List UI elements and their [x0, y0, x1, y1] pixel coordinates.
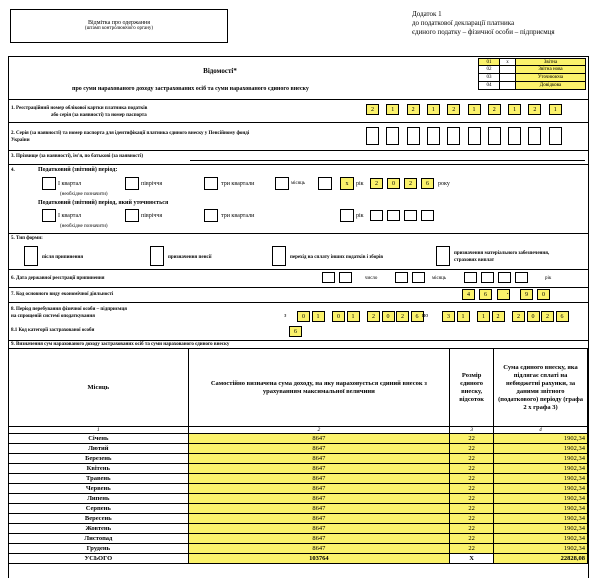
sum-cell[interactable]: 1902,34 — [494, 514, 588, 524]
sec1-digit[interactable]: 2 — [488, 104, 501, 115]
opt3-checkbox[interactable] — [272, 246, 286, 266]
sec3-name-line[interactable] — [190, 160, 585, 161]
income-cell[interactable]: 8647 — [188, 464, 450, 474]
sec2-box[interactable] — [366, 127, 379, 145]
month-label: місяць — [291, 181, 306, 186]
halfb-label: півріччя — [141, 213, 163, 219]
table-row — [9, 464, 588, 474]
sec1-digit[interactable]: 1 — [549, 104, 562, 115]
sec8-from-digit[interactable]: 0 — [297, 311, 310, 322]
sec7-digit[interactable]: 4 — [462, 289, 475, 300]
sum-cell[interactable]: 1902,34 — [494, 504, 588, 514]
sec4-num: 4. — [11, 168, 15, 173]
sec8-to-digit[interactable]: 2 — [541, 311, 554, 322]
total-label: УСЬОГО — [9, 554, 189, 564]
sec7-label: 7. Код основного виду економічної діяльності — [11, 292, 114, 297]
sec8-to-digit[interactable]: 0 — [527, 311, 540, 322]
total-rate: Х — [450, 554, 494, 564]
status-row — [478, 82, 586, 90]
table-row — [9, 524, 588, 534]
sec8-to-digit[interactable]: 2 — [512, 311, 525, 322]
month-cell: Серпень — [9, 504, 189, 514]
sec4-period-label: Податковий (звітний) період: — [38, 167, 118, 173]
half-label: півріччя — [141, 181, 163, 187]
sum-cell[interactable]: 1902,34 — [494, 444, 588, 454]
sec1-digit[interactable]: 1 — [427, 104, 440, 115]
rate-cell[interactable]: 22 — [450, 534, 494, 544]
table-row — [9, 444, 588, 454]
sec1-digit[interactable]: 1 — [468, 104, 481, 115]
yearb-digit[interactable] — [404, 210, 417, 221]
income-cell[interactable]: 8647 — [188, 514, 450, 524]
sec2-label — [11, 130, 351, 144]
rate-cell[interactable]: 22 — [450, 434, 494, 444]
q1-label: І квартал — [58, 181, 82, 187]
sec6-month-1[interactable] — [395, 272, 408, 283]
income-table — [8, 348, 588, 564]
q1b-note: (необхідне позначити) — [60, 224, 108, 229]
sum-cell[interactable]: 1902,34 — [494, 464, 588, 474]
status-code: 01 — [478, 58, 500, 66]
month-checkbox[interactable] — [275, 177, 289, 190]
sec1-digit[interactable]: 2 — [447, 104, 460, 115]
year-digit[interactable]: 0 — [387, 178, 400, 189]
income-cell[interactable]: 8647 — [188, 454, 450, 464]
sec2-box[interactable] — [508, 127, 521, 145]
month-cell: Червень — [9, 484, 189, 494]
sec1-digit[interactable]: 2 — [407, 104, 420, 115]
sec1-label-line1: 1. Реєстраційний номер облікової картки платника податків — [11, 106, 148, 111]
yearb-digit[interactable] — [370, 210, 383, 221]
yearb-label: рік — [356, 213, 364, 219]
month-cell: Липень — [9, 494, 189, 504]
sum-cell[interactable]: 1902,34 — [494, 474, 588, 484]
col-num-2: 2 — [188, 427, 450, 434]
sec1-label — [11, 105, 231, 119]
opt4-checkbox[interactable] — [436, 246, 450, 266]
income-cell[interactable]: 8647 — [188, 534, 450, 544]
rate-cell[interactable]: 22 — [450, 484, 494, 494]
rate-cell[interactable]: 22 — [450, 454, 494, 464]
status-code: 03 — [478, 73, 500, 82]
rate-cell[interactable]: 22 — [450, 444, 494, 454]
year-digit[interactable]: 2 — [404, 178, 417, 189]
table-row — [9, 534, 588, 544]
sec6-label: 6. Дата державної реєстрації припинення — [11, 276, 105, 281]
status-table — [478, 58, 586, 90]
divider — [8, 302, 588, 303]
sec8-from-digit[interactable]: 1 — [312, 311, 325, 322]
sec8-from-word: з — [284, 313, 287, 319]
divider — [8, 164, 588, 165]
sec1-digit[interactable]: 2 — [366, 104, 379, 115]
sec5-label: 5. Тип форми: — [11, 236, 43, 241]
status-mark[interactable]: x — [500, 58, 516, 66]
sec8-from-digit[interactable]: 2 — [396, 311, 409, 322]
total-sum: 22828,08 — [494, 554, 588, 564]
opt4-label-line1: призначення матеріального забезпечення, — [454, 251, 550, 256]
rate-cell[interactable]: 22 — [450, 514, 494, 524]
year-digit[interactable]: 2 — [370, 178, 383, 189]
divider — [8, 122, 588, 123]
q1b-label: І квартал — [58, 213, 82, 219]
stamp-line2: (штамп контролюючого органу) — [84, 26, 154, 31]
sum-cell[interactable]: 1902,34 — [494, 434, 588, 444]
status-mark[interactable] — [500, 81, 516, 90]
table-row — [9, 434, 588, 444]
three-qb-checkbox[interactable] — [204, 209, 218, 222]
sec8-from-digit[interactable]: 0 — [382, 311, 395, 322]
income-cell[interactable]: 8647 — [188, 544, 450, 554]
opt4-label-line2: страхових виплат — [454, 258, 495, 263]
sum-cell[interactable]: 1902,34 — [494, 544, 588, 554]
sec2-box[interactable] — [386, 127, 399, 145]
col-sum-header: Сума єдиного внеску, яка підлягає сплаті на небюджетні рахунки, за даними звітного (податкового) періоду (графа 2 х графа 3) — [494, 349, 588, 427]
stamp-line1: Відмітка про одержання — [87, 20, 151, 26]
col-rate-header: Розмір єдиного внеску, відсоток — [450, 349, 494, 427]
annex-block — [412, 10, 597, 37]
sec2-label-line1: 2. Серія (за наявності) та номер паспорта для ідентифікації платника єдиного внеску у Пенсійному фонді — [11, 131, 250, 136]
month-value-box[interactable] — [318, 177, 332, 190]
sec6-day-2[interactable] — [339, 272, 352, 283]
sec7-digit[interactable]: 6 — [479, 289, 492, 300]
year-word: року — [438, 181, 450, 187]
table-row — [9, 484, 588, 494]
month-cell: Листопад — [9, 534, 189, 544]
sec8-to-digit[interactable]: 1 — [457, 311, 470, 322]
sec8-to-digit[interactable]: 6 — [556, 311, 569, 322]
rate-cell[interactable]: 22 — [450, 464, 494, 474]
sum-cell[interactable]: 1902,34 — [494, 524, 588, 534]
annex-line1: Додаток 1 — [412, 10, 442, 18]
status-label: Звітна — [516, 58, 586, 66]
sec7-digit[interactable]: 9 — [520, 289, 533, 300]
year-digit[interactable]: 6 — [421, 178, 434, 189]
sum-cell[interactable]: 1902,34 — [494, 454, 588, 464]
sec81-label: 8.1 Код категорії застрахованої особи — [11, 328, 95, 333]
month-cell: Березень — [9, 454, 189, 464]
rate-cell[interactable]: 22 — [450, 544, 494, 554]
month-cell: Вересень — [9, 514, 189, 524]
sec1-label-line2: або серія (за наявності) та номер паспорта — [51, 113, 147, 118]
sec2-label-line2: України — [11, 138, 30, 143]
income-cell[interactable]: 8647 — [188, 484, 450, 494]
month-cell: Січень — [9, 434, 189, 444]
month-cell: Жовтень — [9, 524, 189, 534]
col-income-header: Самостійно визначена сума доходу, на яку нараховується єдиний внесок з урахуванням максимальної величини — [188, 349, 450, 427]
sec2-box[interactable] — [407, 127, 420, 145]
frame-right — [588, 56, 589, 578]
rate-cell[interactable]: 22 — [450, 494, 494, 504]
col-num-1: 1 — [9, 427, 189, 434]
table-row — [9, 514, 588, 524]
yearb-digit[interactable] — [421, 210, 434, 221]
annex-line2: до податкової декларації платника — [412, 19, 515, 27]
month-cell: Квітень — [9, 464, 189, 474]
income-cell[interactable]: 8647 — [188, 524, 450, 534]
halfb-checkbox[interactable] — [125, 209, 139, 222]
col-num-3: 3 — [450, 427, 494, 434]
sec7-dot: . — [507, 290, 509, 296]
opt2-label: призначення пенсії — [168, 255, 212, 260]
sec9-label: 9. Визначення сум нарахованого доходу застрахованих осіб та суми нарахованого єдиного внеску — [11, 342, 230, 347]
sec3-label: 3. Прізвище (за наявності), ім'я, по батькові (за наявності) — [11, 154, 144, 159]
annex-line3: єдиного податку – фізичної особи – підприємця — [412, 28, 555, 36]
month-cell: Травень — [9, 474, 189, 484]
sec8-from-digit[interactable]: 2 — [367, 311, 380, 322]
stamp-box — [10, 9, 228, 43]
sec8-label-line1: 8. Період перебування фізичної особи – підприємця — [11, 307, 127, 312]
sec8-to-word: по — [422, 313, 429, 319]
income-cell[interactable]: 8647 — [188, 434, 450, 444]
status-code: 02 — [478, 65, 500, 74]
divider — [8, 99, 588, 100]
year-checkbox[interactable]: x — [340, 177, 354, 190]
rate-cell[interactable]: 22 — [450, 504, 494, 514]
sec8-to-digit[interactable]: 1 — [477, 311, 490, 322]
divider — [8, 340, 588, 341]
sec8-from-digit[interactable]: 1 — [347, 311, 360, 322]
opt4-label — [454, 250, 549, 264]
sec6-month-label: місяць — [432, 276, 447, 281]
sec2-box[interactable] — [427, 127, 440, 145]
half-checkbox[interactable] — [125, 177, 139, 190]
opt2-checkbox[interactable] — [150, 246, 164, 266]
sec2-box[interactable] — [528, 127, 541, 145]
sec8-to-digit[interactable]: 2 — [492, 311, 505, 322]
status-label: Уточнююча — [516, 73, 586, 82]
table-row — [9, 544, 588, 554]
sum-cell[interactable]: 1902,34 — [494, 494, 588, 504]
sec6-year-3[interactable] — [498, 272, 511, 283]
sec8-label — [11, 306, 127, 320]
col-month-header: Місяць — [9, 349, 189, 427]
table-row — [9, 474, 588, 484]
divider — [8, 287, 588, 288]
table-row — [9, 454, 588, 464]
income-cell[interactable]: 8647 — [188, 504, 450, 514]
sec8-to-digit[interactable]: 3 — [442, 311, 455, 322]
yearb-digit[interactable] — [387, 210, 400, 221]
sec8-label-line2: на спрощеній системі оподаткування — [11, 314, 95, 319]
q1b-checkbox[interactable] — [42, 209, 56, 222]
yearb-checkbox[interactable] — [340, 209, 354, 222]
three-qb-label: три квартали — [221, 213, 255, 219]
sec2-box[interactable] — [468, 127, 481, 145]
frame-top — [8, 56, 588, 57]
opt3-label: перехід на сплату інших податків і зборів — [290, 255, 384, 260]
sum-cell[interactable]: 1902,34 — [494, 484, 588, 494]
status-code: 04 — [478, 81, 500, 90]
sec6-year-1[interactable] — [464, 272, 477, 283]
divider — [8, 150, 588, 151]
income-cell[interactable]: 8647 — [188, 494, 450, 504]
rate-cell[interactable]: 22 — [450, 524, 494, 534]
divider — [8, 269, 588, 270]
sec1-digit[interactable]: 1 — [508, 104, 521, 115]
sec6-year-2[interactable] — [481, 272, 494, 283]
opt1-checkbox[interactable] — [24, 246, 38, 266]
rate-cell[interactable]: 22 — [450, 474, 494, 484]
sec6-day-label: число — [365, 276, 378, 281]
sec8-from-digit[interactable]: 6 — [411, 311, 424, 322]
status-label: Звітна нова — [516, 65, 586, 74]
sec7-digit[interactable]: 0 — [537, 289, 550, 300]
total-income: 103764 — [188, 554, 450, 564]
table-row — [9, 494, 588, 504]
month-cell: Грудень — [9, 544, 189, 554]
month-cell: Лютий — [9, 444, 189, 454]
sec6-month-2[interactable] — [412, 272, 425, 283]
q1-checkbox[interactable] — [42, 177, 56, 190]
sec6-year-4[interactable] — [515, 272, 528, 283]
three-q-label: три квартали — [221, 181, 255, 187]
income-cell[interactable]: 8647 — [188, 474, 450, 484]
q1-note: (необхідне позначити) — [60, 192, 108, 197]
year-label: рік — [356, 181, 364, 187]
divider — [8, 233, 588, 234]
sec1-digit[interactable]: 2 — [528, 104, 541, 115]
sec2-box[interactable] — [549, 127, 562, 145]
title-line1: Відомості* — [203, 67, 237, 75]
income-cell[interactable]: 8647 — [188, 444, 450, 454]
sec2-box[interactable] — [447, 127, 460, 145]
status-label: Довідкова — [516, 81, 586, 90]
table-row — [9, 504, 588, 514]
sum-cell[interactable]: 1902,34 — [494, 534, 588, 544]
sec81-value[interactable]: 6 — [289, 326, 302, 337]
sec6-year-label: рік — [545, 276, 552, 281]
sec4-clar-label: Податковий (звітний) період, який уточнюється — [38, 200, 169, 206]
sec8-from-digit[interactable]: 0 — [332, 311, 345, 322]
sec6-day-1[interactable] — [322, 272, 335, 283]
three-q-checkbox[interactable] — [204, 177, 218, 190]
opt1-label: після припинення — [42, 255, 84, 260]
sec2-box[interactable] — [488, 127, 501, 145]
col-num-4: 4 — [494, 427, 588, 434]
title-line2: про суми нарахованого доходу застрахованих осіб та суми нарахованого єдиного внеску — [72, 86, 309, 92]
sec1-digit[interactable]: 1 — [386, 104, 399, 115]
